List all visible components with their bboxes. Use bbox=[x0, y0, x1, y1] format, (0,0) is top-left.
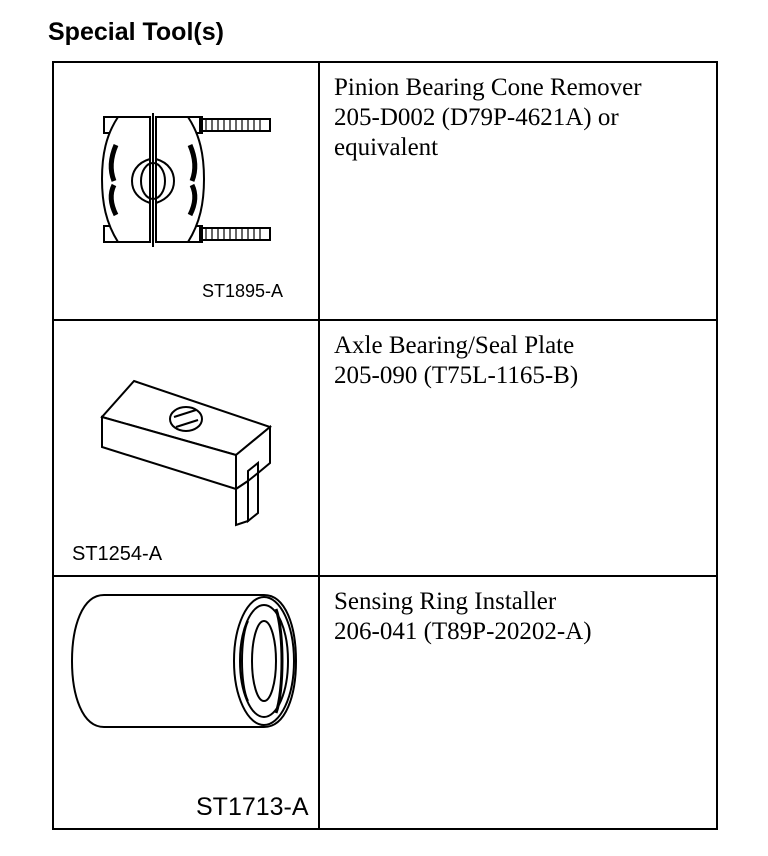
tool-code: ST1254-A bbox=[72, 543, 163, 565]
tool-name: Sensing Ring Installer bbox=[334, 588, 557, 615]
page-heading: Special Tool(s) bbox=[48, 18, 224, 46]
tool-row bbox=[54, 575, 716, 830]
tool-row bbox=[54, 319, 716, 575]
tool-illustration-cell bbox=[54, 577, 320, 830]
seal-plate-icon bbox=[98, 377, 276, 527]
tool-description-cell bbox=[320, 321, 716, 575]
tool-equivalent-note: equivalent bbox=[334, 134, 439, 161]
tool-illustration-cell bbox=[54, 63, 320, 321]
bearing-splitter-icon bbox=[100, 111, 274, 251]
tool-name: Pinion Bearing Cone Remover bbox=[334, 74, 642, 101]
tool-row bbox=[54, 63, 716, 321]
tool-code: ST1713-A bbox=[196, 793, 309, 821]
tool-part-number: 205-D002 (D79P-4621A) or bbox=[334, 104, 619, 131]
ring-installer-icon bbox=[68, 591, 298, 731]
tool-illustration-cell bbox=[54, 321, 320, 575]
tool-name: Axle Bearing/Seal Plate bbox=[334, 332, 575, 359]
tool-description-cell bbox=[320, 577, 716, 830]
tool-part-number: 205-090 (T75L-1165-B) bbox=[334, 362, 579, 389]
tool-code: ST1895-A bbox=[202, 281, 284, 301]
special-tools-table bbox=[52, 61, 718, 830]
tool-description-cell bbox=[320, 63, 716, 321]
tool-part-number: 206-041 (T89P-20202-A) bbox=[334, 618, 592, 645]
